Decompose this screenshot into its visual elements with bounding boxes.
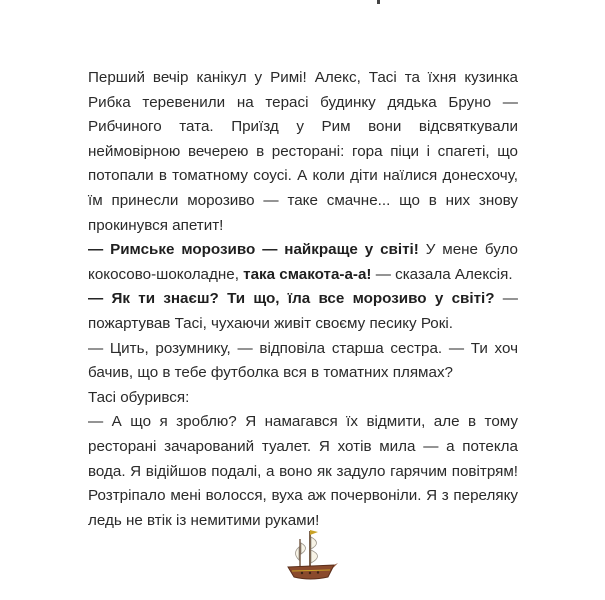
paragraph-aleksia-line xyxy=(88,238,518,287)
pirate-ship-icon xyxy=(280,525,340,585)
paragraph-sister-text: — Цить, розумнику, — відповіла старша сестра. — Ти хоч бачив, що в тебе футболка вся в томатних плямах? xyxy=(88,339,518,382)
dialog-plain-1: У мене було кокосово-шоколадне, xyxy=(88,241,518,283)
dialog-bold-1: — Римське морозиво — найкраще у світі! xyxy=(88,241,419,259)
paragraph-story-text: — А що я зроблю? Я намагався їх відмити, але в тому ресторані зачарований туалет. Я хотів мила — а потекла вода. Я відійшов подалі, а воно як задуло гарячим повітрям! Розтріпало мені волосся, вуха аж почервоніли. Я з переляку ледь не втік із немитими руками! xyxy=(88,413,518,529)
page-edge-mark xyxy=(377,0,380,4)
dialog-plain-3: — пожартував Тасі, чухаючи живіт своєму песику Рокі. xyxy=(88,290,518,332)
paragraph-tasi-indignant xyxy=(88,386,518,411)
dialog-bold-2: така смакота-а-а! xyxy=(243,265,372,283)
paragraph-tasi-joke xyxy=(88,287,518,336)
dialog-bold-3: — Як ти знаєш? Ти що, їла все морозиво у світі? xyxy=(88,290,495,308)
paragraph-intro xyxy=(88,66,518,238)
paragraph-intro-text: Перший вечір канікул у Римі! Алекс, Тасі та їхня кузинка Рибка теревенили на терасі будинку дядька Бруно — Рибчиного тата. Приїзд у Рим вони відсвяткували неймовірною вечерею в ресторані: гора піци і спагеті, що потопали в томатному соусі. А коли діти наїлися донесхочу, їм принесли морозиво — таке смачне... що в них знову прокинувся апетит! xyxy=(88,69,518,234)
paragraph-tasi-story xyxy=(88,410,518,533)
story-text xyxy=(88,66,518,533)
paragraph-sister-reply xyxy=(88,337,518,386)
dialog-plain-2: — сказала Алексія. xyxy=(371,265,513,283)
paragraph-indignant-text: Тасі обурився: xyxy=(88,388,190,406)
